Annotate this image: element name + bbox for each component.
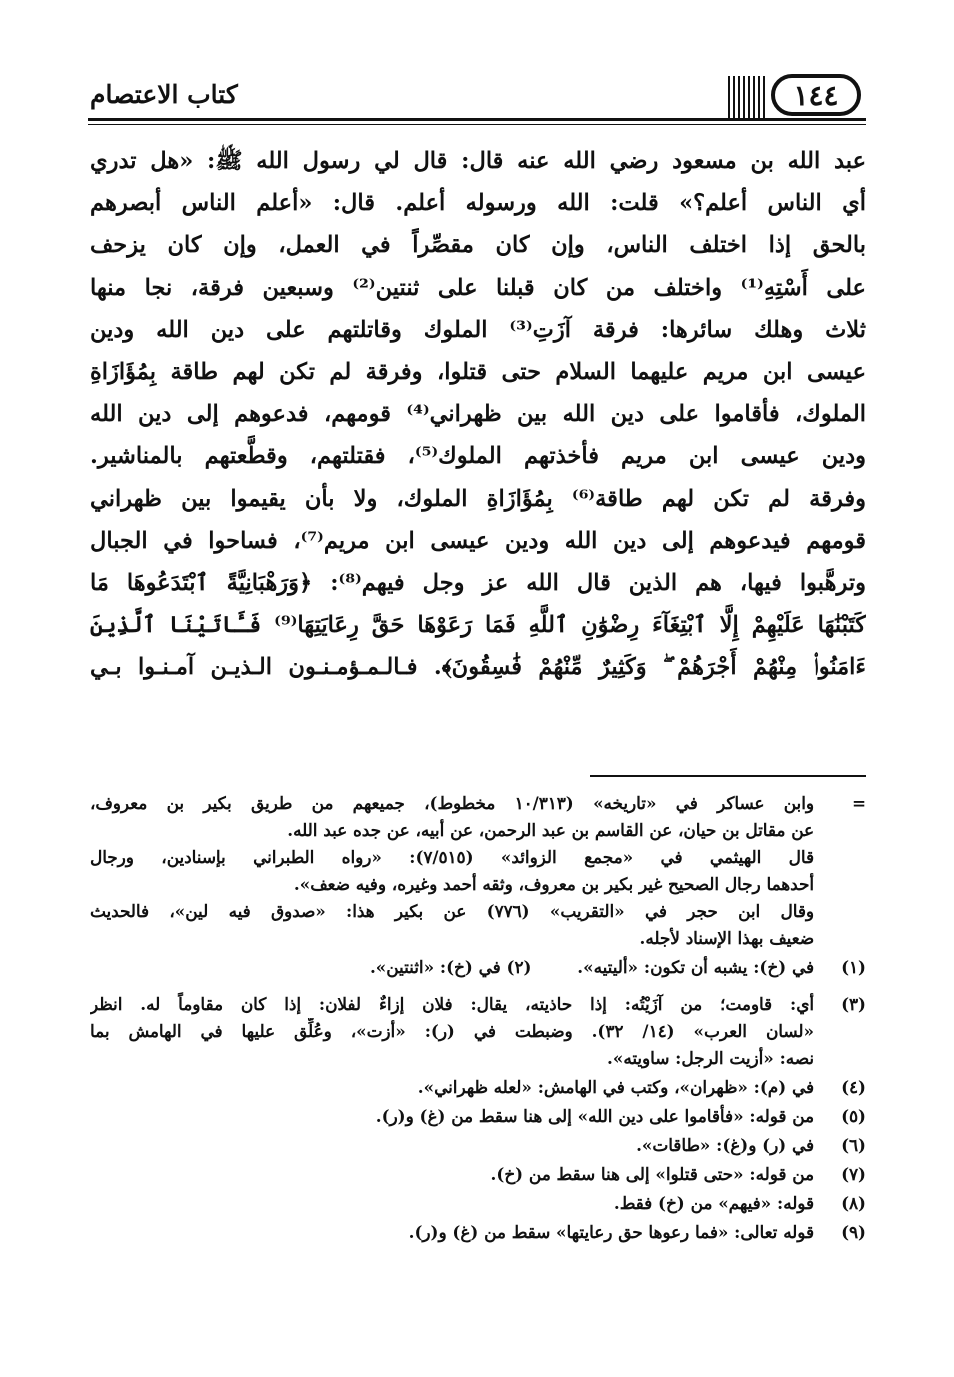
continuation-marker: = — [851, 793, 866, 813]
footnote-number: (٤) — [841, 1077, 866, 1097]
book-title: كتاب الاعتصام — [90, 80, 238, 109]
footnote-number: (٧) — [841, 1164, 866, 1184]
text-line: على أَسْتِهِ⁽¹⁾ واختلف من كان قبلنا على ثنتين⁽²⁾ وسبعين فرقة، نجا منها — [90, 274, 866, 301]
footnote-number: (١) — [841, 957, 866, 977]
footnote-1 — [90, 954, 866, 989]
text-line: الملوك، فأقاموا على دين الله بين ظهراني⁽⁴⁾ قومهم، فدعوهم إلى دين الله — [90, 401, 866, 428]
footnote-line: قال الهيثمي في «مجمع الزوائد» (٧/٥١٥): «رواه الطبراني بإسنادين، ورجال — [90, 847, 814, 867]
footnote-3 — [90, 991, 866, 1072]
footnote-separator — [590, 775, 866, 777]
text-line: بالحق إذا اختلف الناس، وإن كان مقصِّراً في العمل، وإن كان يزحف — [90, 232, 866, 259]
main-text — [90, 140, 866, 688]
header-ornament-hatch — [728, 76, 766, 118]
footnote-line: في (خ): يشبه أن تكون: «أليتيه». — [577, 957, 814, 977]
header-rule-thick — [88, 118, 866, 121]
footnote-line: (٢) في (خ): «اثنتين». — [369, 957, 532, 977]
footnote-line: من قوله: «حتى قتلوا» إلى هنا سقط من (خ). — [490, 1164, 814, 1184]
footnote-line: ضعيف بهذا الإسناد لأجله. — [639, 928, 814, 948]
footnote-number: (٥) — [841, 1106, 866, 1126]
text-line: ودين عيسى ابن مريم فأخذتهم الملوك⁽⁵⁾، فقتلتهم، وقطَّعتهم بالمناشير. — [90, 443, 866, 470]
footnote-line: أي: قاومت؛ من آزَيْتُه: إذا حاذيته، يقال: فلان إزاءٌ لفلان: إذا كان مقاوماً له. انظر — [90, 994, 814, 1014]
footnote-6 — [90, 1132, 866, 1159]
text-line: عبد الله بن مسعود رضي الله عنه قال: قال لي رسول الله ﷺ: «هل تدري — [90, 148, 866, 174]
footnote-continuation — [90, 790, 866, 952]
header-rule-thin — [88, 124, 866, 125]
footnote-number: (٣) — [841, 994, 866, 1014]
footnote-number: (٦) — [841, 1135, 866, 1155]
text-line: أي الناس أعلم؟» قلت: الله ورسوله أعلم. قال: «أعلم الناس أبصرهم — [90, 190, 866, 217]
text-line: قومهم فيدعوهم إلى دين الله ودين عيسى ابن مريم⁽⁷⁾، فساحوا في الجبال — [90, 527, 866, 554]
text-line: ءَامَنُوا۟ مِنْهُمْ أَجْرَهُمْ ۖ وَكَثِيرٌ مِّنْهُمْ فَٰسِقُونَ﴾. فـالـمـؤمـنـون الـذيـن آمـنـوا بـي — [90, 654, 866, 681]
footnote-line: قوله: «فيهم» من (خ) فقط. — [613, 1193, 814, 1213]
footnote-9 — [90, 1219, 866, 1246]
footnote-4 — [90, 1074, 866, 1101]
footnote-5 — [90, 1103, 866, 1130]
page-header — [88, 64, 866, 126]
footnote-line: في (م): «ظهران»، وكتب في الهامش: «لعله ظهراني». — [417, 1077, 814, 1097]
text-line: ثلاث وهلك سائرها: فرقة آزَتِ⁽³⁾ الملوك وقاتلتهم على دين الله ودين — [90, 316, 866, 343]
footnote-7 — [90, 1161, 866, 1188]
footnote-8 — [90, 1190, 866, 1217]
footnote-number: (٨) — [841, 1193, 866, 1213]
footnote-line: نصه: «أزيت الرجل: ساويته». — [607, 1048, 814, 1068]
page-number: ١٤٤ — [793, 78, 839, 112]
footnote-number: (٩) — [841, 1222, 866, 1242]
footnote-line: عن مقاتل بن حيان، عن القاسم بن عبد الرحمن، عن أبيه، عن جده عبد الله. — [287, 820, 814, 840]
footnote-line: وقال ابن حجر في «التقريب» (٧٧٦) عن بكير هذا: «صدوق فيه لين»، فالحديث — [90, 901, 814, 921]
page-number-badge — [771, 74, 861, 116]
footnote-line: «لسان العرب» (١٤/ ٣٢). وضبطت في (ر): «أزت»، وعُلِّق عليها في الهامش بما — [90, 1021, 814, 1041]
footnote-line: من قوله: «فأقاموا على دين الله» إلى هنا سقط من (غ) و(ر). — [375, 1106, 814, 1126]
text-line: كَتَبْنَٰهَا عَلَيْهِمْ إِلَّا ٱبْتِغَآءَ رِضْوَٰنِ ٱللَّهِ فَمَا رَعَوْهَا حَقَّ رِعَايَتِهَا⁽⁹⁾ فَـَٔاتَيْنَا ٱلَّذِينَ — [90, 612, 866, 639]
footnote-line: في (ر) و(غ): «طاقات». — [636, 1135, 814, 1155]
footnote-line: أحدهما رجال الصحيح غير بكير بن معروف، وثقه أحمد وغيره، وفيه ضعف». — [293, 874, 814, 894]
footnote-line: قوله تعالى: «فما رعوها حق رعايتها» سقط من (غ) و(ر). — [408, 1222, 814, 1242]
text-line: وترهَّبوا فيها، هم الذين قال الله عز وجل فيهم⁽⁸⁾: ﴿وَرَهْبَانِيَّةً ٱبْتَدَعُوهَا مَا — [90, 569, 866, 596]
footnote-line: وابن عساكر في «تاريخه» (١٠/٣١٣ مخطوط)، جميعهم من طريق بكير بن معروف، — [90, 793, 814, 813]
text-line: عيسى ابن مريم عليهما السلام حتى قتلوا، وفرقة لم تكن لهم طاقة بِمُؤَازَاةِ — [90, 358, 866, 385]
footnotes — [90, 790, 866, 1248]
text-line: وفرقة لم تكن لهم طاقة⁽⁶⁾ بِمُؤَازَاةِ الملوك، ولا بأن يقيموا بين ظهراني — [90, 485, 866, 512]
